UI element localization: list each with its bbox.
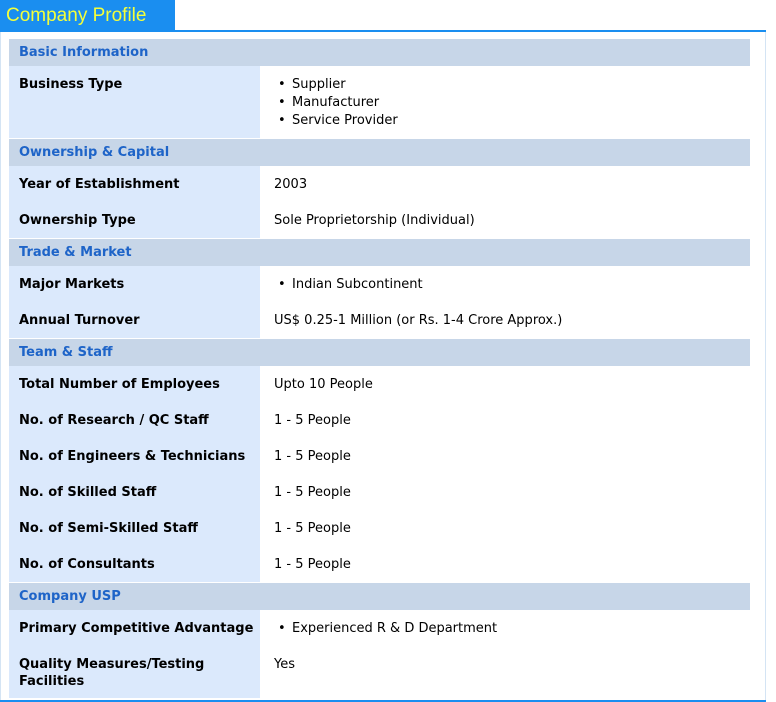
row-total-employees xyxy=(9,366,750,402)
row-competitive-advantage xyxy=(9,610,750,646)
row-business-type xyxy=(9,66,750,138)
row-engineers-technicians xyxy=(9,438,750,474)
row-value: 1 - 5 People xyxy=(274,449,351,464)
list-item: • Indian Subcontinent xyxy=(274,276,423,294)
row-value: 1 - 5 People xyxy=(274,485,351,500)
row-value: Upto 10 People xyxy=(274,377,373,392)
row-label: Major Markets xyxy=(9,266,260,302)
row-label: No. of Skilled Staff xyxy=(9,474,260,510)
row-label: No. of Consultants xyxy=(9,546,260,582)
row-quality-measures xyxy=(9,646,750,698)
list-item: • Experienced R & D Department xyxy=(274,620,497,638)
row-value: 2003 xyxy=(274,177,308,192)
row-label: No. of Semi-Skilled Staff xyxy=(9,510,260,546)
row-value xyxy=(274,266,423,294)
list-item: • Supplier xyxy=(274,76,398,94)
row-label: Ownership Type xyxy=(9,202,260,238)
row-year-of-establishment xyxy=(9,166,750,202)
row-value xyxy=(274,66,398,130)
row-annual-turnover xyxy=(9,302,750,338)
row-value: Sole Proprietorship (Individual) xyxy=(274,213,475,228)
row-label: No. of Engineers & Technicians xyxy=(9,438,260,474)
row-value: Yes xyxy=(274,657,295,672)
row-ownership-type xyxy=(9,202,750,238)
section-heading-team: Team & Staff xyxy=(9,339,750,366)
row-label: Quality Measures/Testing Facilities xyxy=(9,646,260,698)
row-label: No. of Research / QC Staff xyxy=(9,402,260,438)
row-consultants xyxy=(9,546,750,582)
row-label: Business Type xyxy=(9,66,260,138)
row-semi-skilled-staff xyxy=(9,510,750,546)
row-value xyxy=(274,610,497,638)
row-value: 1 - 5 People xyxy=(274,557,351,572)
row-label: Annual Turnover xyxy=(9,302,260,338)
list-item: • Service Provider xyxy=(274,112,398,130)
row-skilled-staff xyxy=(9,474,750,510)
row-research-qc-staff xyxy=(9,402,750,438)
row-major-markets xyxy=(9,266,750,302)
row-value: US$ 0.25-1 Million (or Rs. 1-4 Crore Approx.) xyxy=(274,313,563,328)
section-heading-trade: Trade & Market xyxy=(9,239,750,266)
company-profile-tab: Company Profile xyxy=(0,0,175,31)
section-heading-usp: Company USP xyxy=(9,583,750,610)
section-heading-basic: Basic Information xyxy=(9,39,750,66)
row-label: Total Number of Employees xyxy=(9,366,260,402)
list-item: • Manufacturer xyxy=(274,94,398,112)
row-value: 1 - 5 People xyxy=(274,413,351,428)
row-label: Primary Competitive Advantage xyxy=(9,610,260,646)
row-value: 1 - 5 People xyxy=(274,521,351,536)
section-heading-ownership: Ownership & Capital xyxy=(9,139,750,166)
row-label: Year of Establishment xyxy=(9,166,260,202)
